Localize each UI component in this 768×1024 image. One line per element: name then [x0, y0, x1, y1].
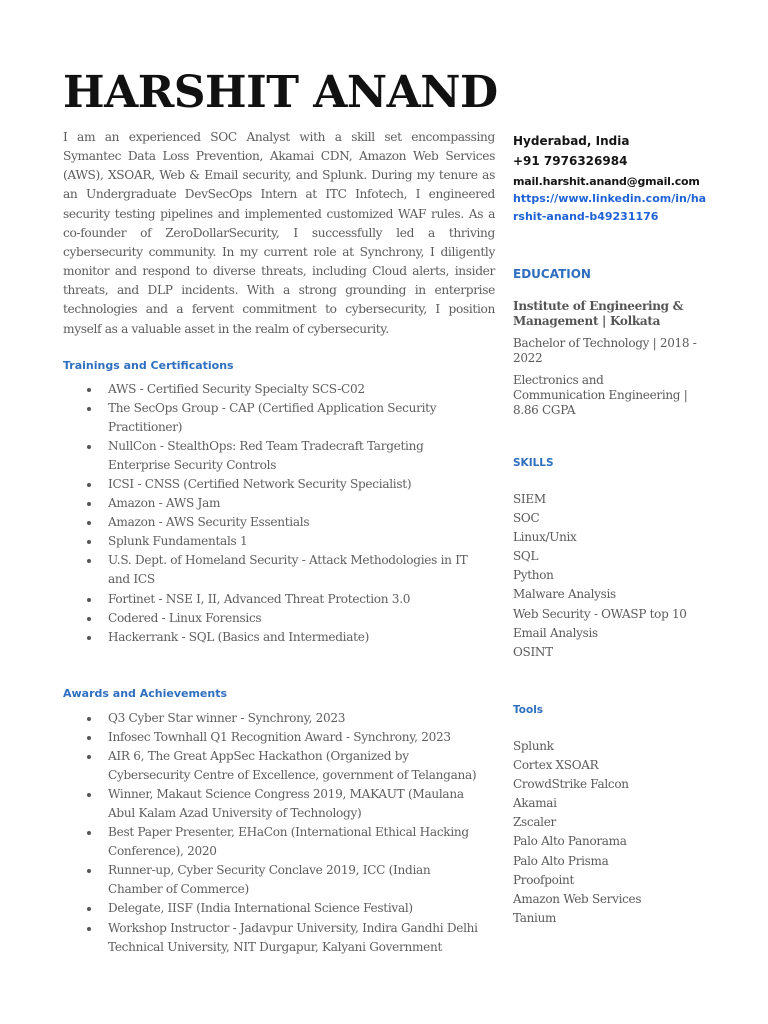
tool-item-text: Tanium — [513, 910, 557, 925]
training-item-text: Fortinet - NSE I, II, Advanced Threat Protection 3.0 — [108, 591, 411, 606]
education-heading: EDUCATION — [513, 267, 591, 281]
award-item — [63, 709, 483, 728]
award-item — [63, 747, 483, 785]
training-item-text: Amazon - AWS Security Essentials — [108, 515, 310, 530]
training-item — [63, 437, 483, 475]
tool-item-text: Zscaler — [513, 815, 556, 830]
award-item — [63, 823, 483, 861]
skill-item-text: Email Analysis — [513, 625, 598, 640]
award-item-text: Winner, Makaut Science Congress 2019, MAKAUT (Maulana Abul Kalam Azad University of Technology) — [108, 787, 464, 821]
skill-item-text: SOC — [513, 511, 540, 526]
training-item-text: Splunk Fundamentals 1 — [108, 534, 248, 549]
tool-item-text: CrowdStrike Falcon — [513, 777, 629, 792]
tool-item — [513, 794, 713, 813]
skill-item-text: SQL — [513, 549, 539, 564]
bullet-icon — [87, 521, 91, 525]
training-item-text: AWS - Certified Security Specialty SCS-C02 — [108, 382, 365, 396]
training-item — [63, 475, 483, 494]
skills-list — [513, 490, 713, 662]
training-item — [63, 590, 483, 609]
bullet-icon — [87, 540, 91, 544]
training-item-text: The SecOps Group - CAP (Certified Application Security Practitioner) — [108, 401, 437, 435]
training-item-text: Codered - Linux Forensics — [108, 610, 262, 625]
skill-item — [513, 624, 713, 643]
award-item-text: Runner-up, Cyber Security Conclave 2019, ICC (Indian Chamber of Commerce) — [108, 863, 431, 897]
tool-item — [513, 775, 713, 794]
bullet-icon — [87, 598, 91, 602]
award-item — [63, 728, 483, 747]
bullet-icon — [87, 907, 91, 911]
skill-item — [513, 490, 713, 509]
training-item — [63, 380, 483, 399]
training-item-text: ICSI - CNSS (Certified Network Security Specialist) — [108, 477, 412, 492]
training-item — [63, 494, 483, 513]
award-item-text: Delegate, IISF (India International Science Festival) — [108, 901, 413, 916]
bullet-icon — [87, 407, 91, 411]
tool-item — [513, 890, 713, 909]
skill-item — [513, 643, 713, 662]
tool-item — [513, 832, 713, 851]
bullet-icon — [87, 831, 91, 835]
bullet-icon — [87, 755, 91, 759]
tool-item — [513, 813, 713, 832]
bullet-icon — [87, 927, 91, 931]
skill-item — [513, 605, 713, 624]
tool-item-text: Palo Alto Panorama — [513, 834, 627, 849]
tool-item — [513, 737, 713, 756]
skill-item-text: OSINT — [513, 644, 553, 659]
award-item-text: Workshop Instructor - Jadavpur University, Indira Gandhi Delhi Technical University, NIT Durgapur, Kalyani Government — [108, 920, 478, 954]
skills-heading: SKILLS — [513, 457, 554, 469]
bullet-icon — [87, 445, 91, 449]
award-item-text: AIR 6, The Great AppSec Hackathon (Organized by Cybersecurity Centre of Excellence, government of Telangana) — [108, 749, 477, 783]
skill-item-text: Web Security - OWASP top 10 — [513, 606, 687, 621]
bullet-icon — [87, 736, 91, 740]
tool-item-text: Palo Alto Prisma — [513, 853, 609, 868]
contact-location: Hyderabad, India — [513, 134, 630, 148]
skill-item — [513, 509, 713, 528]
skill-item — [513, 547, 713, 566]
skill-item — [513, 528, 713, 547]
tools-heading: Tools — [513, 704, 544, 716]
training-item-text: Hackerrank - SQL (Basics and Intermediate) — [108, 629, 369, 644]
award-item-text: Q3 Cyber Star winner - Synchrony, 2023 — [108, 711, 346, 725]
training-item — [63, 551, 483, 589]
skill-item-text: SIEM — [513, 492, 546, 506]
education-branch: Electronics and Communication Engineering | 8.86 CGPA — [513, 373, 688, 417]
training-item-text: NullCon - StealthOps: Red Team Tradecraft Targeting Enterprise Security Controls — [108, 439, 424, 473]
tool-item-text: Akamai — [513, 796, 557, 811]
training-item-text: U.S. Dept. of Homeland Security - Attack Methodologies in IT and ICS — [108, 553, 468, 587]
education-institute: Institute of Engineering & Management | Kolkata — [513, 299, 684, 328]
bullet-icon — [87, 717, 91, 721]
tools-list — [513, 737, 713, 928]
training-item — [63, 609, 483, 628]
bullet-icon — [87, 617, 91, 621]
tool-item-text: Amazon Web Services — [513, 891, 642, 906]
left-column — [63, 128, 495, 954]
skill-item-text: Python — [513, 568, 554, 583]
award-item — [63, 785, 483, 823]
award-item-text: Infosec Townhall Q1 Recognition Award - Synchrony, 2023 — [108, 730, 451, 745]
bullet-icon — [87, 793, 91, 797]
awards-heading: Awards and Achievements — [63, 687, 228, 700]
profile-summary: I am an experienced SOC Analyst with a skill set encompassing Symantec Data Loss Prevention, Akamai CDN, Amazon Web Services (AWS), XSOAR, Web & Email security, and Splunk. During my tenure as an Undergraduate DevSecOps Intern at ITC Infotech, I engineered security testing pipelines and implemented customized WAF rules. As a co-founder of ZeroDollarSecurity, I successfully led a thriving cybersecurity community. In my current role at Synchrony, I diligently monitor and respond to diverse threats, including Cloud alerts, insider threats, and DLP incidents. With a strong grounding in enterprise technologies and a fervent commitment to cybersecurity, I position myself as a valuable asset in the realm of cybersecurity. — [63, 130, 495, 336]
trainings-list — [63, 380, 483, 647]
linkedin-link[interactable]: https://www.linkedin.com/in/harshit-anand-b49231176 — [513, 192, 707, 223]
tool-item-text: Proofpoint — [513, 872, 574, 887]
contact-email[interactable]: mail.harshit.anand@gmail.com — [513, 175, 700, 188]
award-item — [63, 919, 483, 957]
skill-item-text: Linux/Unix — [513, 530, 577, 545]
awards-list — [63, 709, 483, 957]
skill-item — [513, 566, 713, 585]
tool-item — [513, 852, 713, 871]
candidate-name: HARSHIT ANAND — [63, 67, 498, 118]
award-item — [63, 861, 483, 899]
bullet-icon — [87, 388, 91, 392]
bullet-icon — [87, 502, 91, 506]
award-item-text: Best Paper Presenter, EHaCon (International Ethical Hacking Conference), 2020 — [108, 825, 469, 859]
training-item — [63, 532, 483, 551]
award-item — [63, 899, 483, 918]
tool-item — [513, 871, 713, 890]
education-degree: Bachelor of Technology | 2018 - 2022 — [513, 336, 697, 365]
training-item — [63, 628, 483, 647]
bullet-icon — [87, 869, 91, 873]
trainings-heading: Trainings and Certifications — [63, 359, 234, 372]
bullet-icon — [87, 636, 91, 640]
training-item-text: Amazon - AWS Jam — [108, 496, 221, 511]
training-item — [63, 513, 483, 532]
bullet-icon — [87, 559, 91, 563]
tool-item-text: Cortex XSOAR — [513, 758, 599, 773]
bullet-icon — [87, 483, 91, 487]
tool-item — [513, 909, 713, 928]
tool-item — [513, 756, 713, 775]
skill-item — [513, 585, 713, 604]
training-item — [63, 399, 483, 437]
skill-item-text: Malware Analysis — [513, 587, 616, 602]
contact-phone: +91 7976326984 — [513, 154, 628, 168]
tool-item-text: Splunk — [513, 739, 554, 753]
